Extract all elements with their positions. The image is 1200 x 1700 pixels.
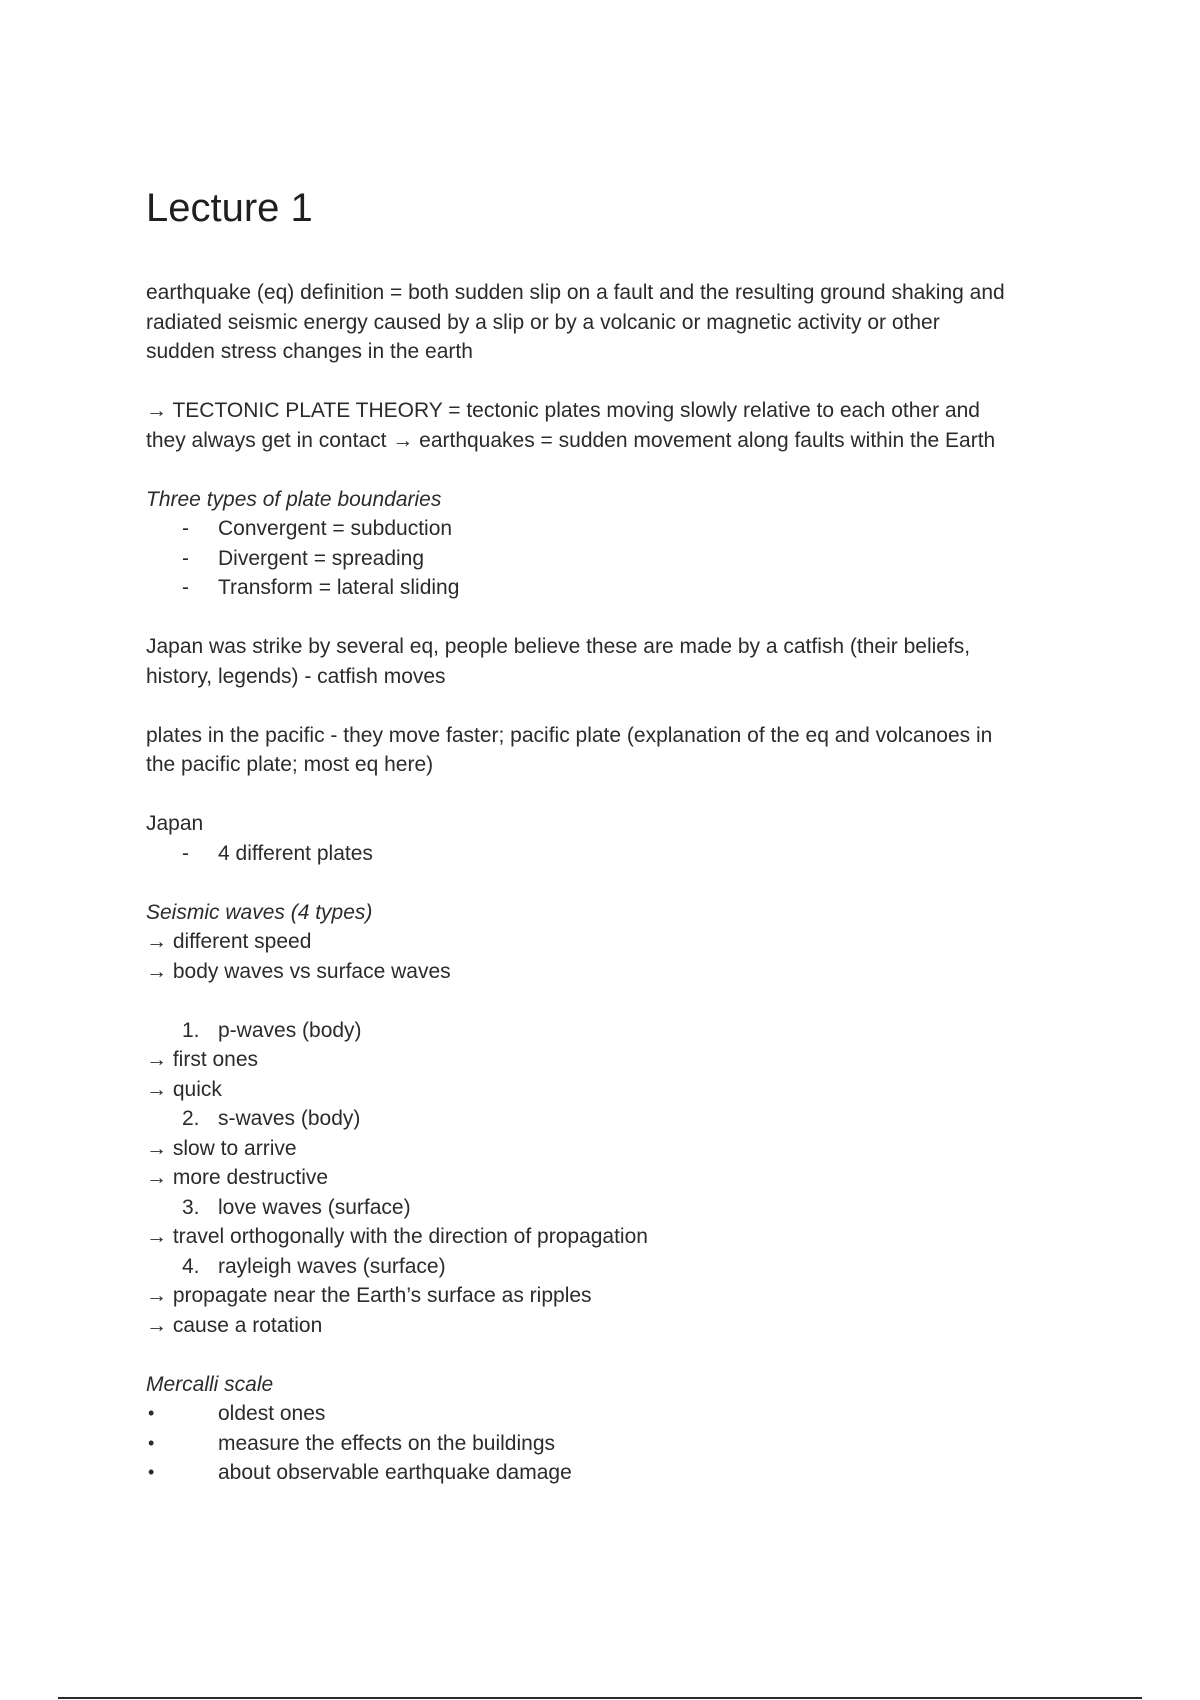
text-line: they always get in contact → earthquakes = sudden movement along faults within the Earth — [146, 428, 996, 452]
arrow-note: → propagate near the Earth’s surface as ripples — [146, 1284, 592, 1307]
list-item-text: 4 different plates — [218, 841, 373, 865]
list-item-text: Transform = lateral sliding — [218, 576, 460, 599]
bullet-marker: • — [148, 1462, 155, 1482]
document-body — [146, 278, 1076, 1488]
arrow-note: → different speed — [146, 930, 312, 953]
bullet-marker: • — [148, 1432, 155, 1453]
tectonic-paragraph — [146, 396, 1076, 455]
list-item-text: oldest ones — [218, 1402, 326, 1425]
list-item — [146, 573, 1076, 603]
dash-marker: - — [182, 841, 189, 865]
numbered-item-text: p-waves (body) — [218, 1018, 362, 1042]
list-item — [146, 544, 1076, 574]
item-number: 4. — [182, 1254, 200, 1278]
list-item-text: about observable earthquake damage — [218, 1461, 572, 1484]
text-line: sudden stress changes in the earth — [146, 340, 473, 363]
list-item — [146, 839, 1076, 869]
arrow-note: → quick — [146, 1077, 222, 1101]
text-line: the pacific plate; most eq here) — [146, 753, 434, 776]
numbered-item — [146, 1252, 1076, 1282]
seismic-section — [146, 898, 1076, 1341]
text-line: history, legends) - catfish moves — [146, 664, 446, 688]
text-line: Japan was strike by several eq, people believe these are made by a catfish (their beliefs, — [146, 635, 971, 658]
item-number: 2. — [182, 1107, 200, 1130]
section-heading: Mercalli scale — [146, 1372, 274, 1396]
list-item-text: measure the effects on the buildings — [218, 1431, 555, 1455]
section-heading: Japan — [146, 812, 204, 835]
arrow-note: → first ones — [146, 1048, 259, 1071]
pacific-paragraph — [146, 721, 1076, 780]
list-item-text: Divergent = spreading — [218, 546, 425, 570]
text-line: radiated seismic energy caused by a slip or by a volcanic or magnetic activity or other — [146, 310, 940, 334]
list-item — [146, 1399, 1076, 1429]
numbered-item — [146, 1193, 1076, 1223]
numbered-item — [146, 1016, 1076, 1046]
text-line: earthquake (eq) definition = both sudden slip on a fault and the resulting ground shaking and — [146, 281, 1005, 304]
arrow-note: → cause a rotation — [146, 1313, 323, 1337]
japan-legend-paragraph — [146, 632, 1076, 691]
page-title: Lecture 1 — [146, 186, 313, 230]
numbered-item-text: s-waves (body) — [218, 1107, 361, 1130]
dash-marker: - — [182, 576, 189, 599]
dash-marker: - — [182, 546, 189, 570]
numbered-item — [146, 1104, 1076, 1134]
page-bottom-rule — [58, 1697, 1142, 1699]
dash-marker: - — [182, 517, 189, 540]
arrow-note: → body waves vs surface waves — [146, 959, 451, 983]
list-item — [146, 514, 1076, 544]
numbered-item-text: love waves (surface) — [218, 1195, 411, 1219]
list-item-text: Convergent = subduction — [218, 517, 453, 540]
numbered-item-text: rayleigh waves (surface) — [218, 1254, 446, 1278]
definition-paragraph — [146, 278, 1076, 367]
bullet-marker: • — [148, 1403, 155, 1423]
japan-section — [146, 809, 1076, 868]
arrow-note: → slow to arrive — [146, 1136, 297, 1160]
arrow-note: → travel orthogonally with the direction of propagation — [146, 1225, 648, 1248]
arrow-note: → more destructive — [146, 1166, 329, 1189]
section-heading: Three types of plate boundaries — [146, 487, 442, 511]
list-item — [146, 1429, 1076, 1459]
text-line: plates in the pacific - they move faster; pacific plate (explanation of the eq and volcanoes in — [146, 723, 993, 747]
section-heading: Seismic waves (4 types) — [146, 900, 373, 924]
list-item — [146, 1458, 1076, 1488]
text-line: → TECTONIC PLATE THEORY = tectonic plates moving slowly relative to each other and — [146, 399, 980, 422]
mercalli-section — [146, 1370, 1076, 1488]
item-number: 1. — [182, 1018, 200, 1042]
item-number: 3. — [182, 1195, 200, 1219]
boundaries-section — [146, 485, 1076, 603]
